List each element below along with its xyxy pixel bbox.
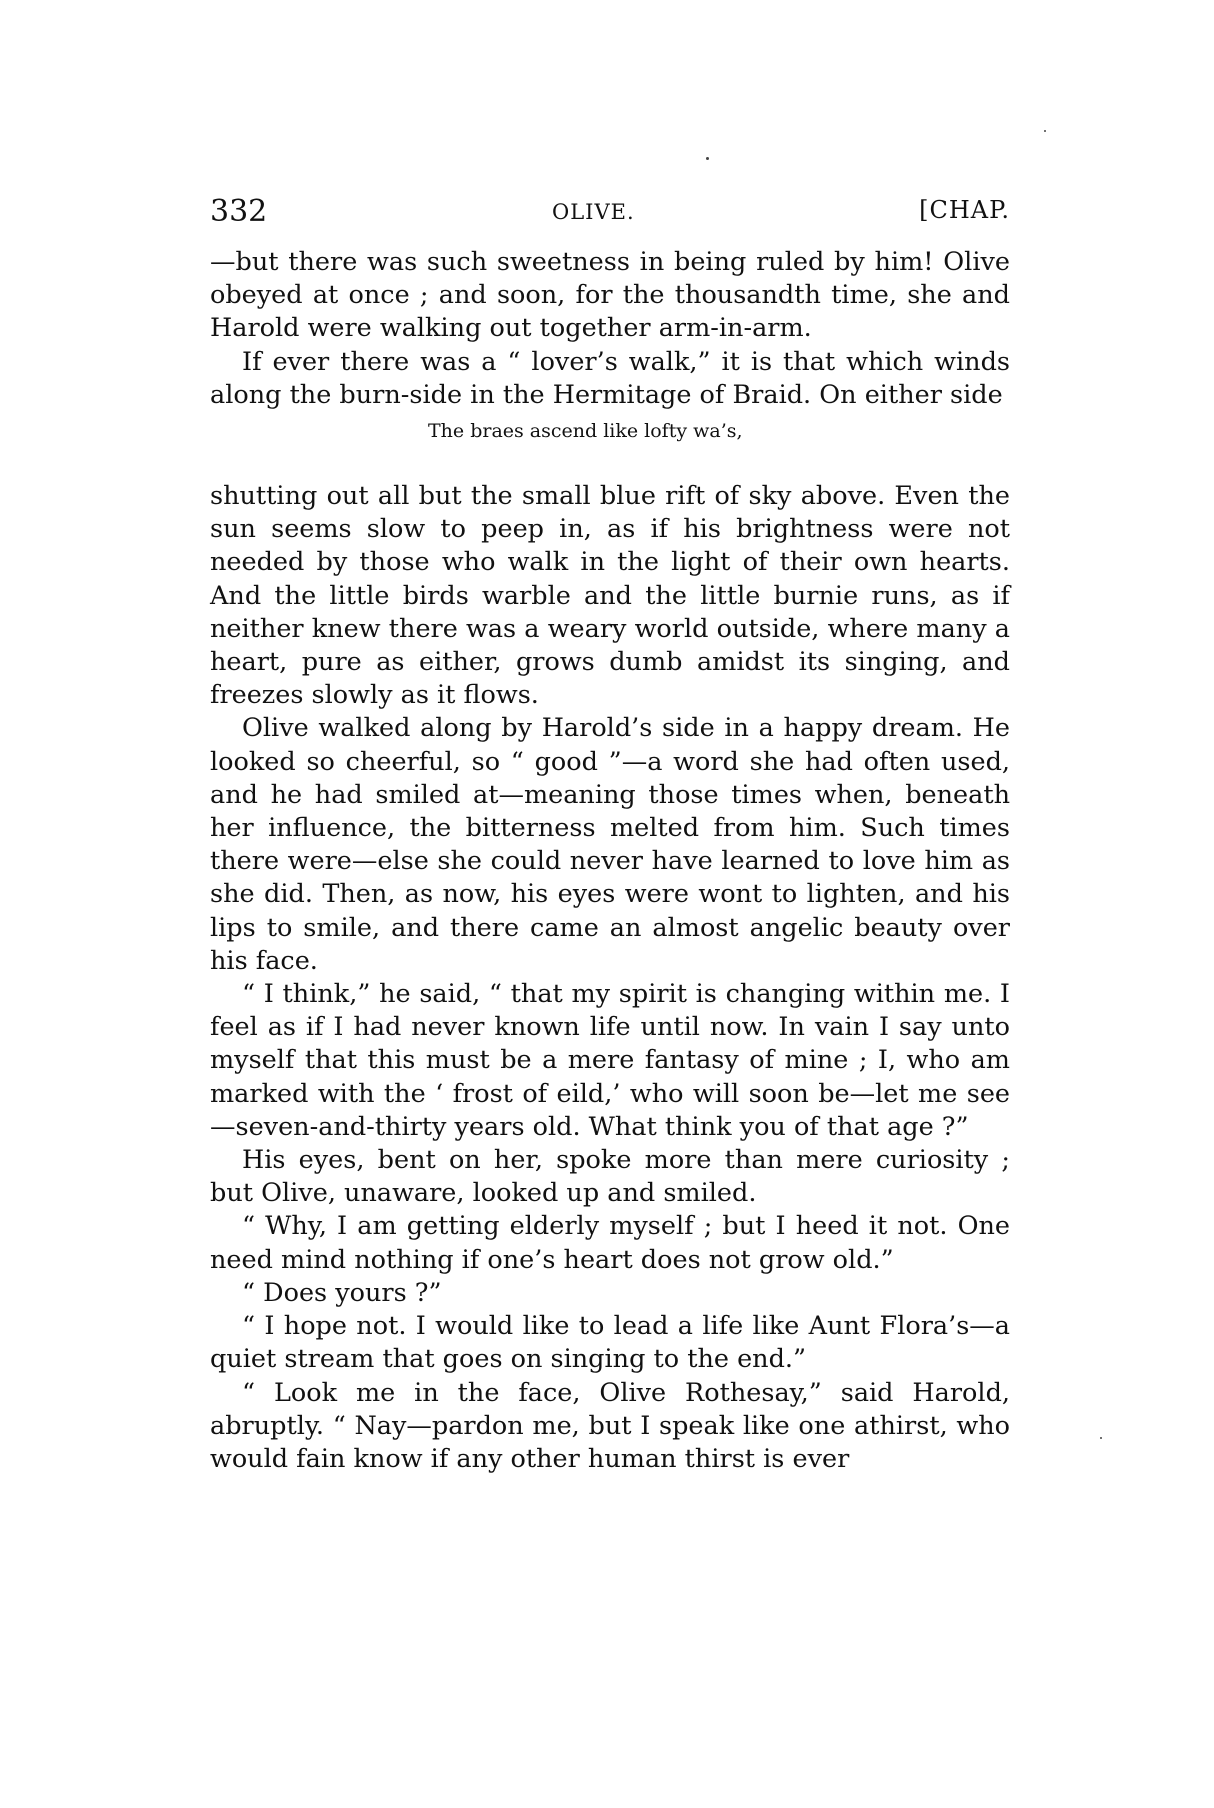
book-page	[210, 190, 1010, 1476]
paragraph: His eyes, bent on her, spoke more than mere curiosity ; but Olive, unaware, looked up and smiled.	[210, 1145, 1010, 1209]
print-speck	[706, 157, 709, 160]
paragraph: “ Does yours ?”	[242, 1277, 442, 1308]
verse-quotation: The braes ascend like lofty wa’s,	[428, 420, 743, 443]
print-speck	[1100, 1437, 1102, 1439]
page-header	[210, 190, 1010, 240]
paragraph: “ I hope not. I would like to lead a life like Aunt Flora’s—a quiet stream that goes on singing to the end.”	[210, 1311, 1010, 1375]
paragraph: “ Look me in the face, Olive Rothesay,” said Harold, abruptly. “ Nay—pardon me, but I speak like one athirst, who would fain know if any other human thirst is ever	[210, 1377, 1010, 1474]
paragraph: shutting out all but the small blue rift of sky above. Even the sun seems slow to peep in, as if his brightness were not needed by those who walk in the light of their own hearts. And the little birds warble and the little burnie runs, as if neither knew there was a weary world outside, where many a heart, pure as either, grows dumb amidst its singing, and freezes slowly as it flows.	[210, 481, 1010, 711]
paragraph: Olive walked along by Harold’s side in a happy dream. He looked so cheerful, so “ good ”—a word she had often used, and he had smiled at—meaning those times when, beneath her influence, the bitterness melted from him. Such times there were—else she could never have learned to love him as she did. Then, as now, his eyes were wont to lighten, and his lips to smile, and there came an almost angelic beauty over his face.	[210, 713, 1010, 976]
paragraph: “ Why, I am getting elderly myself ; but I heed it not. One need mind nothing if one’s heart does not grow old.”	[210, 1211, 1010, 1275]
chapter-label: [CHAP.	[919, 196, 1010, 224]
print-speck	[1044, 130, 1046, 132]
running-title: OLIVE.	[552, 200, 635, 224]
paragraph: —but there was such sweetness in being ruled by him! Olive obeyed at once ; and soon, for the thousandth time, she and Harold were walking out together arm-in-arm.	[210, 247, 1010, 344]
paragraph: If ever there was a “ lover’s walk,” it is that which winds along the burn-side in the Hermitage of Braid. On either side	[210, 346, 1010, 410]
page-number: 332	[210, 194, 268, 229]
body-text	[210, 246, 1010, 1476]
paragraph: “ I think,” he said, “ that my spirit is changing within me. I feel as if I had never known life until now. In vain I say unto myself that this must be a mere fantasy of mine ; I, who am marked with the ‘ frost of eild,’ who will soon be—let me see—seven-and-thirty years old. What think you of that age ?”	[210, 979, 1010, 1142]
